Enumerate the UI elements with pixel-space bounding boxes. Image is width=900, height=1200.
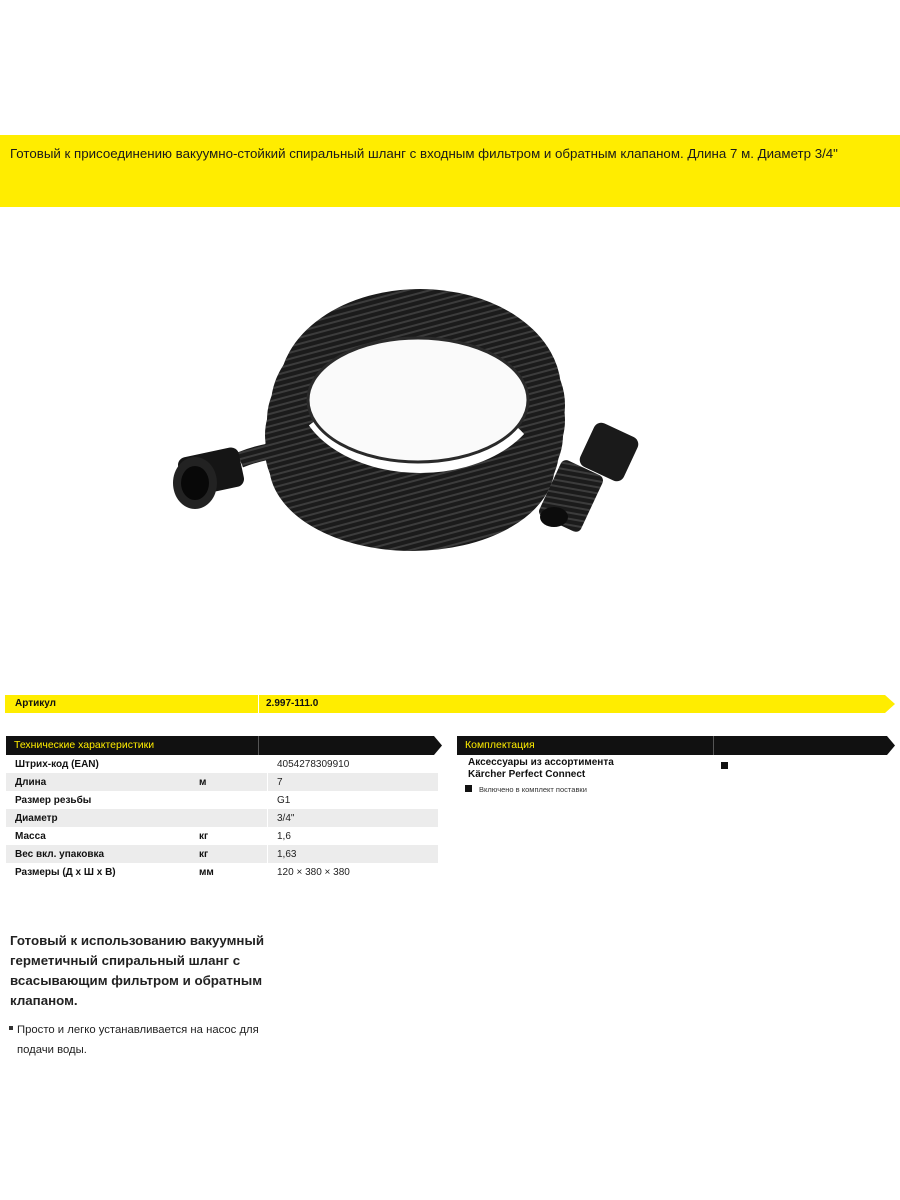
artikul-bar bbox=[5, 695, 895, 713]
spec-value: 120 × 380 × 380 bbox=[268, 863, 439, 881]
spec-label: Длина bbox=[6, 773, 199, 791]
bullet-icon bbox=[9, 1026, 13, 1030]
spec-label: Вес вкл. упаковка bbox=[6, 845, 199, 863]
legend-square-icon bbox=[465, 785, 472, 792]
artikul-value: 2.997-111.0 bbox=[266, 698, 319, 709]
artikul-label: Артикул bbox=[15, 698, 57, 709]
table-row bbox=[6, 773, 438, 791]
spec-value: G1 bbox=[268, 791, 439, 809]
description-title: Готовый к использованию вакуумный герметичный спиральный шланг с всасывающим фильтром и обратным клапаном. bbox=[10, 933, 264, 1008]
table-row bbox=[6, 809, 438, 827]
specs-header bbox=[6, 736, 442, 755]
spec-label: Штрих-код (EAN) bbox=[15, 758, 99, 770]
banner-text: Готовый к присоединению вакуумно-стойкий спиральный шланг с входным фильтром и обратным клапаном. Длина 7 м. Диаметр 3/4" bbox=[10, 146, 838, 161]
spec-unit: мм bbox=[199, 866, 214, 878]
kit-item bbox=[468, 757, 614, 781]
spec-unit bbox=[199, 755, 268, 773]
specs-table bbox=[6, 755, 438, 881]
hose-coil bbox=[240, 298, 556, 542]
table-row bbox=[6, 827, 438, 845]
included-square-icon bbox=[721, 762, 728, 769]
table-row bbox=[6, 863, 438, 881]
spec-unit: кг bbox=[199, 830, 209, 842]
spec-label: Диаметр bbox=[6, 809, 199, 827]
kit-legend-text: Включено в комплект поставки bbox=[479, 785, 587, 794]
spec-value: 1,63 bbox=[268, 845, 439, 863]
kit-item-line2: Kärcher Perfect Connect bbox=[468, 769, 586, 780]
spec-unit bbox=[199, 791, 268, 809]
table-row bbox=[6, 845, 438, 863]
spec-label: Размер резьбы bbox=[15, 794, 92, 806]
spec-label: Масса bbox=[15, 830, 46, 842]
left-connector bbox=[173, 446, 245, 509]
kit-header-title: Комплектация bbox=[465, 739, 535, 751]
title-banner bbox=[0, 135, 900, 207]
kit-item-line1: Аксессуары из ассортимента bbox=[468, 757, 614, 768]
spec-unit: м bbox=[199, 773, 268, 791]
kit-header bbox=[457, 736, 895, 755]
spec-label: Размеры (Д x Ш x В) bbox=[15, 866, 116, 878]
spec-unit bbox=[199, 809, 268, 827]
table-row bbox=[6, 791, 438, 809]
spec-value: 4054278309910 bbox=[268, 755, 439, 773]
spec-value: 1,6 bbox=[268, 827, 439, 845]
spec-value: 3/4" bbox=[268, 809, 439, 827]
spec-unit: кг bbox=[199, 845, 268, 863]
specs-header-title: Технические характеристики bbox=[14, 739, 155, 751]
hose-image bbox=[150, 240, 690, 600]
spec-value: 7 bbox=[268, 773, 439, 791]
table-row bbox=[6, 755, 438, 773]
artikul-separator bbox=[258, 695, 259, 713]
description-bullet: Просто и легко устанавливается на насос для подачи воды. bbox=[17, 1024, 259, 1056]
